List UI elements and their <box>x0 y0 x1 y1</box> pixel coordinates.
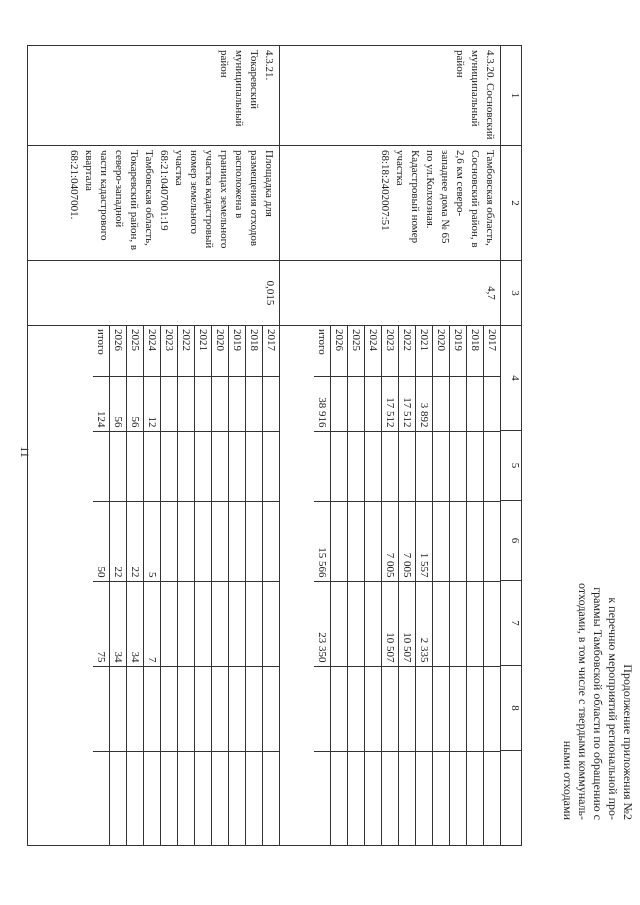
value-col7 <box>348 581 365 666</box>
value-col8 <box>314 666 331 751</box>
year-row <box>348 326 365 846</box>
value-col6: 22 <box>127 501 144 581</box>
value-col5 <box>212 431 229 501</box>
value-col5 <box>195 431 212 501</box>
value-col4: 56 <box>127 376 144 431</box>
value-col8 <box>331 666 348 751</box>
total-row <box>314 326 331 846</box>
value-col7 <box>195 581 212 666</box>
value-col7: 10 507 <box>399 581 416 666</box>
column-header: 6 <box>501 501 522 581</box>
value-col4 <box>195 376 212 431</box>
value-col4 <box>263 376 280 431</box>
value-col5 <box>467 431 484 501</box>
municipality-cell: 4.3.21. Токаревский муниципальный район <box>218 50 276 127</box>
value-col6 <box>263 501 280 581</box>
blank-cell <box>416 751 433 846</box>
value-col6 <box>331 501 348 581</box>
value-col4: 12 <box>144 376 161 431</box>
blank-cell <box>365 751 382 846</box>
value-col7 <box>433 581 450 666</box>
value-col8 <box>467 666 484 751</box>
value-col7: 34 <box>110 581 127 666</box>
value-col6: 5 <box>144 501 161 581</box>
blank-cell <box>450 751 467 846</box>
value-col5 <box>433 431 450 501</box>
year-row <box>365 326 382 846</box>
column-header: 2 <box>501 146 522 261</box>
year-label: 2017 <box>263 326 280 376</box>
year-label: 2021 <box>195 326 212 376</box>
year-breakdown <box>93 326 279 846</box>
blank-cell <box>263 751 280 846</box>
page-number: 11 <box>18 446 32 458</box>
column-header: 3 <box>501 261 522 326</box>
value-col6 <box>195 501 212 581</box>
value-col5 <box>110 431 127 501</box>
header-line: к перечню мероприятий региональной про- <box>606 597 620 820</box>
year-label: 2026 <box>331 326 348 376</box>
value-col6 <box>246 501 263 581</box>
value-col5 <box>365 431 382 501</box>
year-row <box>331 326 348 846</box>
year-row <box>467 326 484 846</box>
value-col4 <box>331 376 348 431</box>
value-col7: 23 350 <box>314 581 331 666</box>
value-col6 <box>178 501 195 581</box>
value-col5 <box>314 431 331 501</box>
value-col4 <box>161 376 178 431</box>
value-col6 <box>433 501 450 581</box>
year-label: 2026 <box>110 326 127 376</box>
value-col8 <box>178 666 195 751</box>
value-col7: 75 <box>93 581 110 666</box>
value-col4 <box>433 376 450 431</box>
value-col8 <box>195 666 212 751</box>
area-cell: 4,7 <box>485 286 497 300</box>
value-col7: 10 507 <box>382 581 399 666</box>
total-row <box>93 326 110 846</box>
value-col6: 50 <box>93 501 110 581</box>
value-col6 <box>161 501 178 581</box>
blank-cell <box>467 751 484 846</box>
value-col8 <box>450 666 467 751</box>
blank-cell <box>399 751 416 846</box>
header-line: Продолжение приложения №2 <box>621 664 635 820</box>
value-col7 <box>178 581 195 666</box>
value-col4 <box>484 376 501 431</box>
value-col6 <box>348 501 365 581</box>
value-col6: 1 557 <box>416 501 433 581</box>
header-line: ными отходами <box>561 740 575 820</box>
column-header: 4 <box>501 326 522 431</box>
blank-cell <box>314 751 331 846</box>
value-col8 <box>348 666 365 751</box>
year-label: 2019 <box>450 326 467 376</box>
value-col8 <box>229 666 246 751</box>
value-col5 <box>263 431 280 501</box>
value-col5 <box>484 431 501 501</box>
value-col4: 124 <box>93 376 110 431</box>
year-row <box>399 326 416 846</box>
value-col5 <box>399 431 416 501</box>
site-description-cell: Площадка для размещения отходов расположена в границах земельного участка кадастровый номер земельного участка 68:21:0407001:19 Тамбовская область, Токаревский район, в северо-западной части кадастрового квартала 68:21:0407001. <box>68 150 276 251</box>
total-label: итого <box>314 326 331 376</box>
blank-cell <box>484 751 501 846</box>
year-label: 2024 <box>365 326 382 376</box>
appendix-header <box>550 20 635 820</box>
value-col7 <box>161 581 178 666</box>
year-label: 2022 <box>178 326 195 376</box>
value-col7 <box>246 581 263 666</box>
column-header: 8 <box>501 666 522 751</box>
total-label: итого <box>93 326 110 376</box>
year-label: 2018 <box>246 326 263 376</box>
value-col8 <box>93 666 110 751</box>
blank-cell <box>144 751 161 846</box>
year-label: 2018 <box>467 326 484 376</box>
value-col8 <box>263 666 280 751</box>
value-col8 <box>212 666 229 751</box>
year-row <box>382 326 399 846</box>
year-row <box>195 326 212 846</box>
value-col6: 22 <box>110 501 127 581</box>
year-label: 2023 <box>382 326 399 376</box>
value-col6: 7 005 <box>382 501 399 581</box>
year-row <box>161 326 178 846</box>
header-line: граммы Тамбовской области по обращению с <box>591 587 605 820</box>
header-line: отходами, в том числе с твердыми коммуналь- <box>576 583 590 820</box>
blank-cell <box>127 751 144 846</box>
value-col7 <box>229 581 246 666</box>
value-col5 <box>331 431 348 501</box>
area-cell: 0,015 <box>264 280 277 306</box>
value-col4: 17 512 <box>399 376 416 431</box>
value-col7 <box>450 581 467 666</box>
blank-cell <box>212 751 229 846</box>
value-col8 <box>484 666 501 751</box>
blank-cell <box>93 751 110 846</box>
value-col7: 34 <box>127 581 144 666</box>
table-row <box>280 46 501 846</box>
blank-cell <box>229 751 246 846</box>
year-label: 2022 <box>399 326 416 376</box>
value-col4 <box>450 376 467 431</box>
site-description-cell: Тамбовская область, Сосновский район, в 2,6 км северо-западнее дома № 65 по ул.Колхозная. Кадастровый номер участка 68:18:2402007:51 <box>379 150 496 248</box>
value-col6 <box>212 501 229 581</box>
value-col8 <box>399 666 416 751</box>
value-col4 <box>178 376 195 431</box>
value-col6 <box>484 501 501 581</box>
value-col5 <box>416 431 433 501</box>
value-col4 <box>365 376 382 431</box>
value-col4: 3 892 <box>416 376 433 431</box>
value-col8 <box>416 666 433 751</box>
year-row <box>433 326 450 846</box>
value-col7 <box>467 581 484 666</box>
blank-cell <box>433 751 450 846</box>
measures-table <box>27 45 522 846</box>
value-col4: 38 916 <box>314 376 331 431</box>
value-col4 <box>246 376 263 431</box>
year-row <box>229 326 246 846</box>
year-row <box>484 326 501 846</box>
year-row <box>127 326 144 846</box>
year-label: 2023 <box>161 326 178 376</box>
year-label: 2025 <box>127 326 144 376</box>
value-col5 <box>127 431 144 501</box>
value-col8 <box>382 666 399 751</box>
column-header: 5 <box>501 431 522 501</box>
value-col7 <box>212 581 229 666</box>
column-header: 7 <box>501 581 522 666</box>
blank-cell <box>246 751 263 846</box>
year-label: 2021 <box>416 326 433 376</box>
value-col5 <box>348 431 365 501</box>
value-col8 <box>365 666 382 751</box>
value-col5 <box>93 431 110 501</box>
value-col6: 7 005 <box>399 501 416 581</box>
value-col7 <box>263 581 280 666</box>
value-col6 <box>467 501 484 581</box>
value-col8 <box>246 666 263 751</box>
year-breakdown <box>314 326 500 846</box>
blank-cell <box>348 751 365 846</box>
table-row <box>28 46 280 846</box>
blank-cell <box>331 751 348 846</box>
year-label: 2017 <box>484 326 501 376</box>
blank-cell <box>178 751 195 846</box>
value-col5 <box>382 431 399 501</box>
year-row <box>450 326 467 846</box>
column-header-blank <box>501 751 522 846</box>
column-header: 1 <box>501 46 522 146</box>
blank-cell <box>382 751 399 846</box>
value-col4 <box>348 376 365 431</box>
blank-cell <box>110 751 127 846</box>
value-col7 <box>331 581 348 666</box>
year-row <box>212 326 229 846</box>
value-col7 <box>484 581 501 666</box>
value-col4: 56 <box>110 376 127 431</box>
value-col7: 2 335 <box>416 581 433 666</box>
value-col5 <box>144 431 161 501</box>
value-col8 <box>127 666 144 751</box>
value-col5 <box>178 431 195 501</box>
value-col5 <box>246 431 263 501</box>
blank-cell <box>161 751 178 846</box>
value-col4 <box>229 376 246 431</box>
value-col4 <box>212 376 229 431</box>
value-col4: 17 512 <box>382 376 399 431</box>
column-number-row <box>501 46 522 846</box>
value-col6 <box>450 501 467 581</box>
value-col8 <box>144 666 161 751</box>
value-col8 <box>110 666 127 751</box>
year-row <box>416 326 433 846</box>
value-col6: 15 566 <box>314 501 331 581</box>
value-col5 <box>161 431 178 501</box>
year-label: 2020 <box>433 326 450 376</box>
blank-cell <box>195 751 212 846</box>
year-label: 2025 <box>348 326 365 376</box>
year-row <box>178 326 195 846</box>
year-row <box>144 326 161 846</box>
value-col8 <box>161 666 178 751</box>
year-label: 2024 <box>144 326 161 376</box>
year-label: 2019 <box>229 326 246 376</box>
year-row <box>246 326 263 846</box>
value-col5 <box>229 431 246 501</box>
year-row <box>263 326 280 846</box>
value-col7: 7 <box>144 581 161 666</box>
value-col6 <box>365 501 382 581</box>
value-col7 <box>365 581 382 666</box>
year-label: 2020 <box>212 326 229 376</box>
value-col6 <box>229 501 246 581</box>
year-row <box>110 326 127 846</box>
value-col5 <box>450 431 467 501</box>
municipality-cell: 4.3.20. Сосновский муниципальный район <box>454 50 496 140</box>
value-col4 <box>467 376 484 431</box>
value-col8 <box>433 666 450 751</box>
